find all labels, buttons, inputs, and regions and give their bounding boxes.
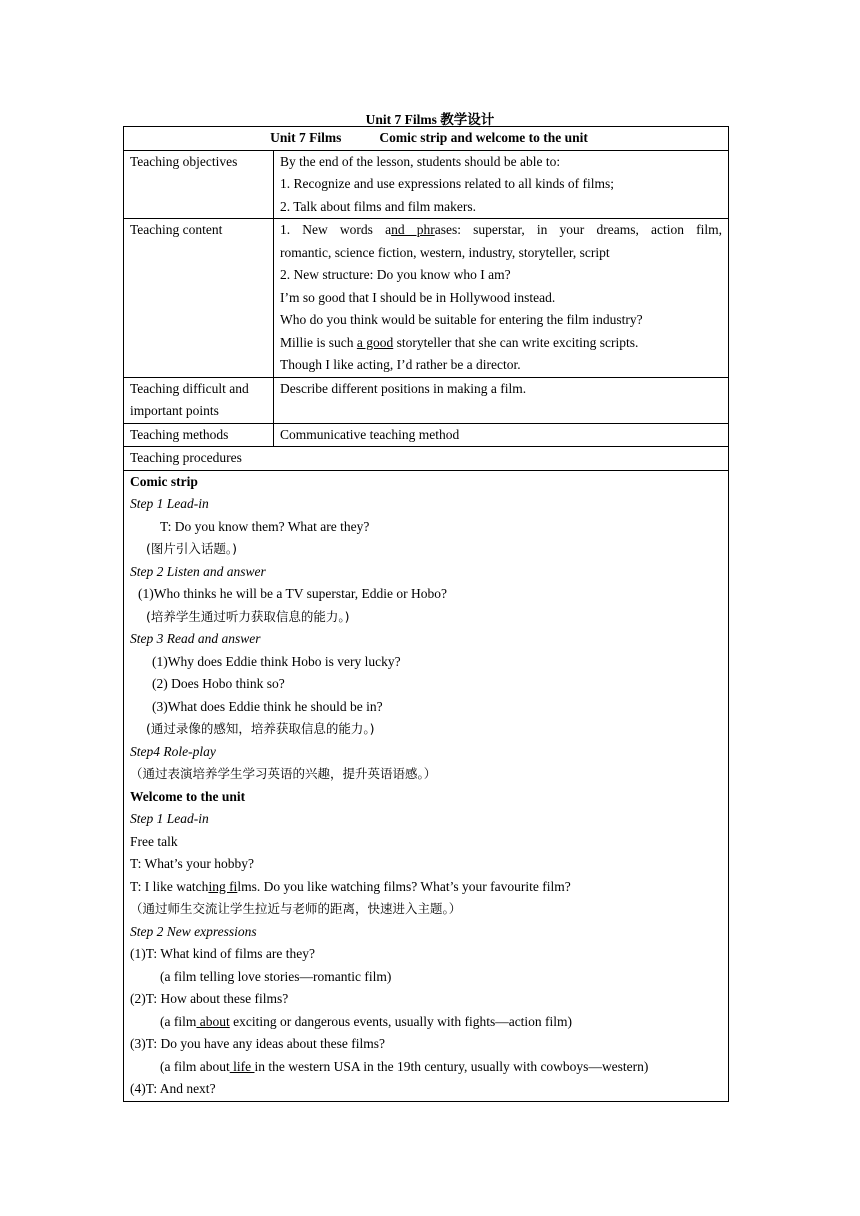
note-line: (培养学生通过听力获取信息的能力。) — [146, 608, 350, 624]
objectives-value — [274, 150, 729, 219]
question-line: (3)What does Eddie think he should be in? — [152, 698, 383, 714]
activity-line: Free talk — [130, 833, 178, 849]
content-line: 1. New words and phrases: superstar, in your dreams, action film, — [280, 222, 723, 237]
note-line: （通过师生交流让学生拉近与老师的距离，快速进入主题。） — [130, 901, 462, 916]
section-heading: Comic strip — [130, 473, 198, 489]
section-heading: Welcome to the unit — [130, 788, 246, 804]
teacher-line: T: Do you know them? What are they? — [160, 518, 370, 534]
objectives-line: 2. Talk about films and film makers. — [280, 198, 477, 214]
question-line: (1)Why does Eddie think Hobo is very lucky? — [152, 653, 401, 669]
answer-line: (a film telling love stories—romantic film) — [160, 968, 392, 984]
step-heading: Step 3 Read and answer — [130, 631, 261, 646]
difficult-value: Describe different positions in making a film. — [274, 377, 729, 423]
content-line: Who do you think would be suitable for entering the film industry? — [280, 312, 643, 327]
content-line: 2. New structure: Do you know who I am? — [280, 267, 511, 282]
content-line: Millie is such a good storyteller that she can write exciting scripts. — [280, 334, 639, 350]
procedures-body — [124, 470, 729, 1101]
note-line: (图片引入话题。) — [146, 541, 238, 556]
teacher-line: T: What’s your hobby? — [130, 856, 254, 871]
note-line: （通过表演培养学生学习英语的兴趣，提升英语语感。） — [130, 766, 437, 781]
step-heading: Step 1 Lead-in — [130, 811, 209, 826]
question-line: (3)T: Do you have any ideas about these films? — [130, 1036, 386, 1051]
question-line: (1)Who thinks he will be a TV superstar, Eddie or Hobo? — [138, 586, 448, 601]
methods-row — [124, 423, 729, 447]
question-line: (1)T: What kind of films are they? — [130, 946, 316, 961]
step-heading: Step 2 Listen and answer — [130, 563, 266, 579]
question-line: (2)T: How about these films? — [130, 991, 289, 1006]
procedures-row — [124, 447, 729, 471]
procedures-body-row — [124, 470, 729, 1101]
teacher-line: T: I like watching films. Do you like watching films? What’s your favourite film? — [130, 878, 571, 894]
objectives-label: Teaching objectives — [124, 150, 274, 219]
step-heading: Step 1 Lead-in — [130, 496, 209, 511]
content-line: I’m so good that I should be in Hollywood instead. — [280, 289, 556, 305]
procedures-label: Teaching procedures — [124, 447, 729, 471]
methods-label: Teaching methods — [124, 423, 274, 447]
answer-line: (a film about life in the western USA in the 19th century, usually with cowboys—western) — [160, 1058, 649, 1074]
methods-value: Communicative teaching method — [274, 423, 729, 447]
note-line: (通过录像的感知，培养获取信息的能力。) — [146, 721, 375, 736]
content-value — [274, 219, 729, 378]
difficult-row — [124, 377, 729, 423]
objectives-row — [124, 150, 729, 219]
content-line: Though I like acting, I’d rather be a director. — [280, 357, 521, 372]
document-title: Unit 7 Films 教学设计 — [365, 112, 495, 127]
header-row — [124, 127, 729, 151]
objectives-line: By the end of the lesson, students should be able to: — [280, 153, 561, 169]
content-label: Teaching content — [124, 219, 274, 378]
question-line: (2) Does Hobo think so? — [152, 676, 285, 691]
unit-title: Unit 7 Films — [270, 130, 342, 145]
unit-header — [124, 127, 729, 151]
step-heading: Step 2 New expressions — [130, 923, 257, 939]
step-heading: Step4 Role-play — [130, 743, 216, 759]
lesson-plan-table — [123, 126, 729, 1102]
content-row — [124, 219, 729, 378]
lesson-title: Comic strip and welcome to the unit — [379, 130, 588, 145]
difficult-label: Teaching difficult and important points — [124, 377, 274, 423]
answer-line: (a film about exciting or dangerous events, usually with fights—action film) — [160, 1013, 573, 1029]
objectives-line: 1. Recognize and use expressions related to all kinds of films; — [280, 176, 615, 191]
content-line: romantic, science fiction, western, industry, storyteller, script — [280, 244, 610, 260]
question-line: (4)T: And next? — [130, 1081, 216, 1096]
